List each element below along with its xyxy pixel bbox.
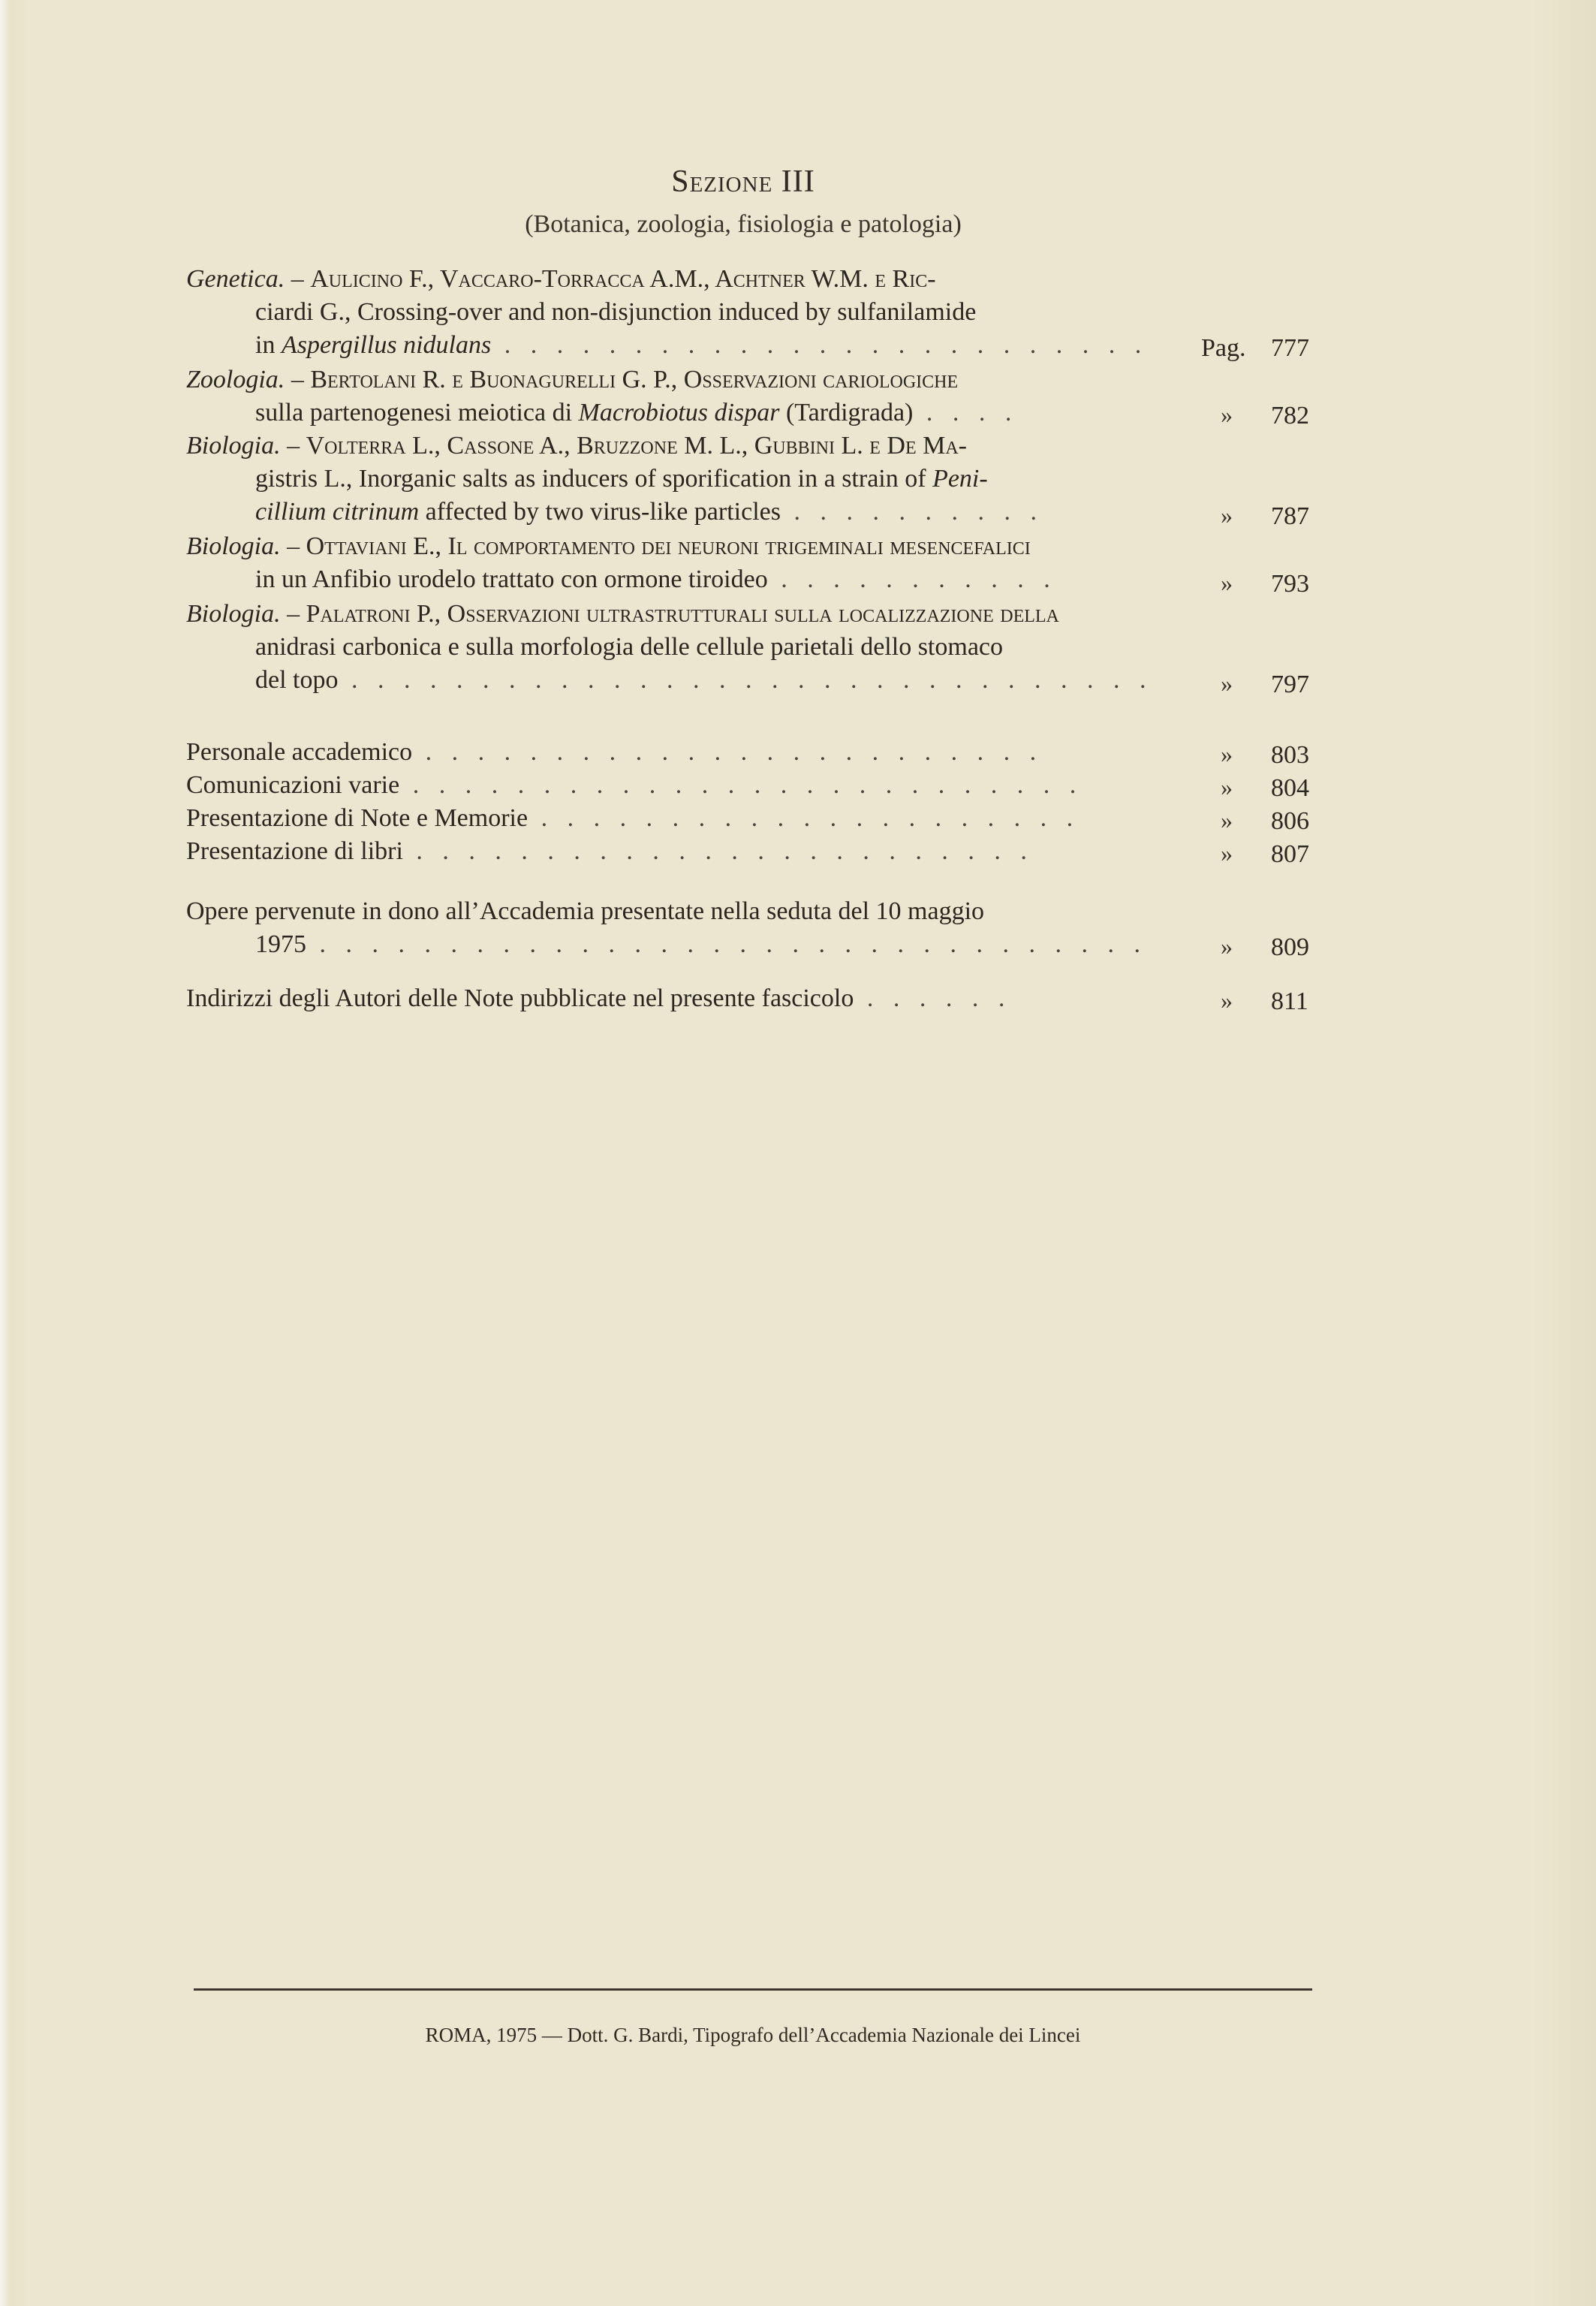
entry-text: Presentazione di Note e Memorie: [186, 804, 528, 832]
toc-entry-biologia-1-line2: [255, 463, 988, 496]
toc-presentazione-libri: [186, 835, 1034, 868]
toc-entry-biologia-2-line1: Biologia. – Ottaviani E., Il comportamento dei neuroni trigeminali mesencefalici: [186, 532, 1031, 560]
section-subtitle: (Botanica, zoologia, fisiologia e patologia): [525, 210, 962, 238]
page-number: 809: [1271, 933, 1309, 961]
dot-leader: . . . . . . . . . . . . . . . . . . . . . . . . . . . . . . . .: [306, 930, 1147, 958]
dot-leader: . . . .: [913, 399, 1019, 427]
page-number: 811: [1271, 987, 1308, 1015]
dot-leader: . . . . . . . . . . . . . . . . . . . . . . . . . .: [399, 771, 1083, 799]
entry-text: Indirizzi degli Autori delle Note pubblicate nel presente fascicolo: [186, 984, 854, 1012]
ditto-mark: »: [1221, 502, 1233, 529]
entry-text: Opere pervenute in dono all’Accademia presentate nella seduta del 10 maggio: [186, 897, 985, 925]
entry-text: in: [255, 331, 276, 359]
entry-species: cillium citrinum: [255, 498, 420, 526]
entry-category: Biologia.: [186, 600, 281, 628]
toc-opere-line1: [186, 895, 984, 928]
ditto-mark: »: [1221, 670, 1233, 697]
entry-text: in un Anfibio urodelo trattato con ormone tiroideo: [255, 565, 768, 593]
entry-category: Biologia.: [186, 532, 281, 560]
dot-leader: . . . . . . . . . . . . . . . . . . . . . . . .: [402, 837, 1034, 865]
dot-leader: . . . . . . . . . .: [780, 498, 1043, 526]
footer-rule: [194, 1988, 1312, 1991]
toc-entry-biologia-3-line2: [255, 631, 1003, 664]
entry-text: sulla partenogenesi meiotica di: [255, 399, 573, 427]
toc-entry-zoologia-line2: [255, 396, 1018, 430]
page-label: Pag.: [1201, 334, 1246, 362]
toc-entry-biologia-1-line1: Biologia. – Volterra L., Cassone A., Bruzzone M. L., Gubbini L. e De Ma-: [186, 432, 968, 460]
entry-text: del topo: [255, 666, 339, 694]
dot-leader: . . . . . . . . . . .: [767, 565, 1057, 593]
page-number: 803: [1271, 741, 1309, 769]
entry-category: Zoologia.: [186, 366, 285, 393]
entry-species: Macrobiotus dispar: [578, 399, 780, 427]
entry-authors: Palatroni P., Osservazioni ultrastrutturali sulla localizzazione della: [306, 600, 1059, 628]
toc-comunicazioni-varie: [186, 769, 1083, 802]
ditto-mark: »: [1221, 933, 1233, 960]
page-number: 782: [1271, 402, 1309, 430]
toc-entry-biologia-3-line3: [255, 664, 1152, 697]
dot-leader: . . . . . . . . . . . . . . . . . . . . . . . . . . . . . . .: [338, 666, 1153, 694]
page-number: 787: [1271, 502, 1309, 530]
page-number: 797: [1271, 671, 1309, 698]
toc-entry-biologia-3-line1: Biologia. – Palatroni P., Osservazioni ultrastrutturali sulla localizzazione della: [186, 600, 1059, 628]
ditto-mark: »: [1221, 987, 1233, 1014]
toc-presentazione-note: [186, 802, 1080, 835]
page-number: 806: [1271, 807, 1309, 835]
entry-text: anidrasi carbonica e sulla morfologia delle cellule parietali dello stomaco: [255, 633, 1003, 661]
toc-personale-accademico: [186, 736, 1043, 769]
dot-leader: . . . . . .: [854, 984, 1012, 1012]
ditto-mark: »: [1221, 773, 1233, 800]
toc-entry-biologia-1-line3: [255, 496, 1043, 529]
toc-opere-line2: [255, 928, 1147, 961]
entry-species: Peni-: [932, 465, 988, 493]
page-number: 807: [1271, 840, 1309, 868]
ditto-mark: »: [1221, 840, 1233, 867]
entry-text: gistris L., Inorganic salts as inducers of sporification in a strain of: [255, 465, 926, 493]
dot-leader: . . . . . . . . . . . . . . . . . . . . . . . . .: [491, 331, 1149, 359]
entry-authors: Aulicino F., Vaccaro-Torracca A.M., Achtner W.M. e Ric-: [310, 265, 936, 293]
entry-text: Presentazione di libri: [186, 837, 403, 865]
dot-leader: . . . . . . . . . . . . . . . . . . . . . . . .: [412, 738, 1043, 766]
page-number: 804: [1271, 774, 1309, 802]
entry-authors: Bertolani R. e Buonagurelli G. P., Osservazioni cariologiche: [310, 366, 959, 393]
entry-text: Personale accademico: [186, 738, 413, 766]
ditto-mark: »: [1221, 740, 1233, 767]
entry-text: Comunicazioni varie: [186, 771, 400, 799]
toc-indirizzi-autori: [186, 982, 1011, 1015]
page-number: 793: [1271, 570, 1309, 598]
entry-text: ciardi G., Crossing-over and non-disjunction induced by sulfanilamide: [255, 298, 977, 326]
page-number: 777: [1271, 334, 1309, 362]
entry-category: Biologia.: [186, 432, 281, 460]
entry-authors: Volterra L., Cassone A., Bruzzone M. L., Gubbini L. e De Ma-: [306, 432, 968, 460]
section-title: Sezione III: [671, 164, 815, 199]
toc-entry-genetica-line1: Genetica. – Aulicino F., Vaccaro-Torracca A.M., Achtner W.M. e Ric-: [186, 265, 936, 293]
toc-entry-genetica-line2: [255, 296, 976, 329]
printer-colophon: ROMA, 1975 — Dott. G. Bardi, Tipografo dell’Accademia Nazionale dei Lincei: [425, 2024, 1081, 2046]
ditto-mark: »: [1221, 569, 1233, 596]
dot-leader: . . . . . . . . . . . . . . . . . . . . .: [528, 804, 1080, 832]
entry-category: Genetica.: [186, 265, 285, 293]
toc-entry-zoologia-line1: Zoologia. – Bertolani R. e Buonagurelli G. P., Osservazioni cariologiche: [186, 366, 959, 393]
toc-entry-genetica-line3: [255, 329, 1148, 362]
entry-text: (Tardigrada): [785, 399, 914, 427]
entry-species: Aspergillus nidulans: [281, 331, 492, 359]
entry-text: 1975: [255, 930, 306, 958]
entry-text: affected by two virus-like particles: [425, 498, 781, 526]
toc-entry-biologia-2-line2: [255, 563, 1057, 596]
ditto-mark: »: [1221, 806, 1233, 833]
entry-authors: Ottaviani E., Il comportamento dei neuroni trigeminali mesencefalici: [306, 532, 1031, 560]
ditto-mark: »: [1221, 401, 1233, 428]
